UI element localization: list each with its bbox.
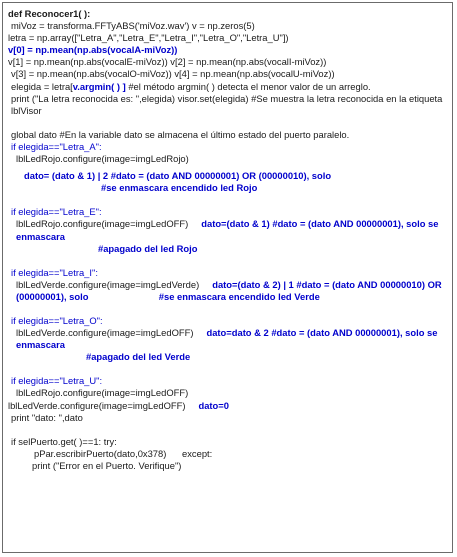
code-line: miVoz = transforma.FFTyABS('miVoz.wav') v = np.zeros(5) bbox=[11, 20, 255, 32]
code-line: print ("La letra reconocida es: ",elegida) visor.set(elegida) #Se muestra la letra reconocida en la etiqueta lblVisor bbox=[11, 92, 443, 116]
condition-line: if elegida=="Letra_A": bbox=[11, 140, 102, 152]
code-fragment: elegida = letra[ bbox=[11, 80, 73, 92]
code-line: print ("Error en el Puerto. Verifique") bbox=[32, 459, 182, 471]
code-line: letra = np.array(["Letra_A","Letra_E","Letra_I","Letra_O","Letra_U"]) bbox=[8, 32, 289, 44]
code-comment-highlight: #apagado del led Verde bbox=[86, 351, 191, 363]
code-fragment: lblLedRojo.configure(image=imgLedOFF) bbox=[16, 218, 189, 230]
function-definition: def Reconocer1( ): bbox=[8, 8, 91, 19]
code-line-highlight: dato= (dato & 1) | 2 #dato = (dato AND 00000001) OR (00000010), solo bbox=[24, 170, 332, 182]
code-fragment: lblLedVerde.configure(image=imgLedVerde) bbox=[16, 278, 200, 290]
code-listing bbox=[8, 8, 448, 472]
condition-line: if elegida=="Letra_O": bbox=[11, 314, 103, 326]
code-fragment-highlight: dato=(dato & 1) #dato = (dato AND 00000001), solo se enmascara bbox=[16, 218, 439, 242]
code-line bbox=[8, 81, 448, 93]
code-line: lblLedRojo.configure(image=imgLedRojo) bbox=[16, 153, 189, 165]
code-line: lblLedRojo.configure(image=imgLedOFF) bbox=[16, 387, 189, 399]
condition-line: if elegida=="Letra_E": bbox=[11, 206, 102, 218]
condition-line: if elegida=="Letra_I": bbox=[11, 266, 98, 278]
code-line: print "dato: ",dato bbox=[11, 411, 83, 423]
code-fragment: pPar.escribirPuerto(dato,0x378) bbox=[34, 447, 167, 459]
code-line: if selPuerto.get( )==1: try: bbox=[11, 435, 117, 447]
code-fragment-highlight: dato=0 bbox=[198, 399, 229, 411]
code-line bbox=[8, 218, 448, 242]
code-line: v[3] = np.mean(np.abs(vocalO-miVoz)) v[4] = np.mean(np.abs(vocalU-miVoz)) bbox=[11, 68, 335, 80]
condition-line: if elegida=="Letra_U": bbox=[11, 375, 103, 387]
code-fragment: lblLedVerde.configure(image=imgLedOFF) bbox=[8, 399, 186, 411]
code-fragment-highlight: dato=dato & 2 #dato = (dato AND 00000001), solo se enmascara bbox=[16, 327, 438, 351]
code-line bbox=[8, 327, 448, 351]
code-comment-highlight: #se enmascara encendido led Rojo bbox=[101, 182, 258, 194]
code-fragment: except: bbox=[182, 447, 213, 459]
code-comment: #el método argmin( ) detecta el menor valor de un arreglo. bbox=[125, 80, 371, 92]
code-line: global dato #En la variable dato se almacena el último estado del puerto paralelo. bbox=[11, 128, 350, 140]
code-fragment-highlight: dato=(dato & 2) | 1 #dato = (dato AND 00000010) OR (00000001), solo bbox=[16, 278, 442, 302]
code-figure bbox=[2, 2, 453, 553]
code-line bbox=[8, 400, 448, 412]
code-line-highlight: v[0] = np.mean(np.abs(vocalA-miVoz)) bbox=[8, 44, 178, 56]
code-line bbox=[8, 448, 448, 460]
code-line bbox=[8, 279, 448, 303]
code-line: v[1] = np.mean(np.abs(vocalE-miVoz)) v[2] = np.mean(np.abs(vocalI-miVoz)) bbox=[8, 56, 327, 68]
code-fragment: lblLedVerde.configure(image=imgLedOFF) bbox=[16, 327, 194, 339]
code-comment-highlight: #apagado del led Rojo bbox=[98, 242, 198, 254]
code-fragment-highlight: v.argmin( ) ] bbox=[72, 80, 126, 92]
code-comment-highlight: #se enmascara encendido led Verde bbox=[158, 290, 320, 302]
